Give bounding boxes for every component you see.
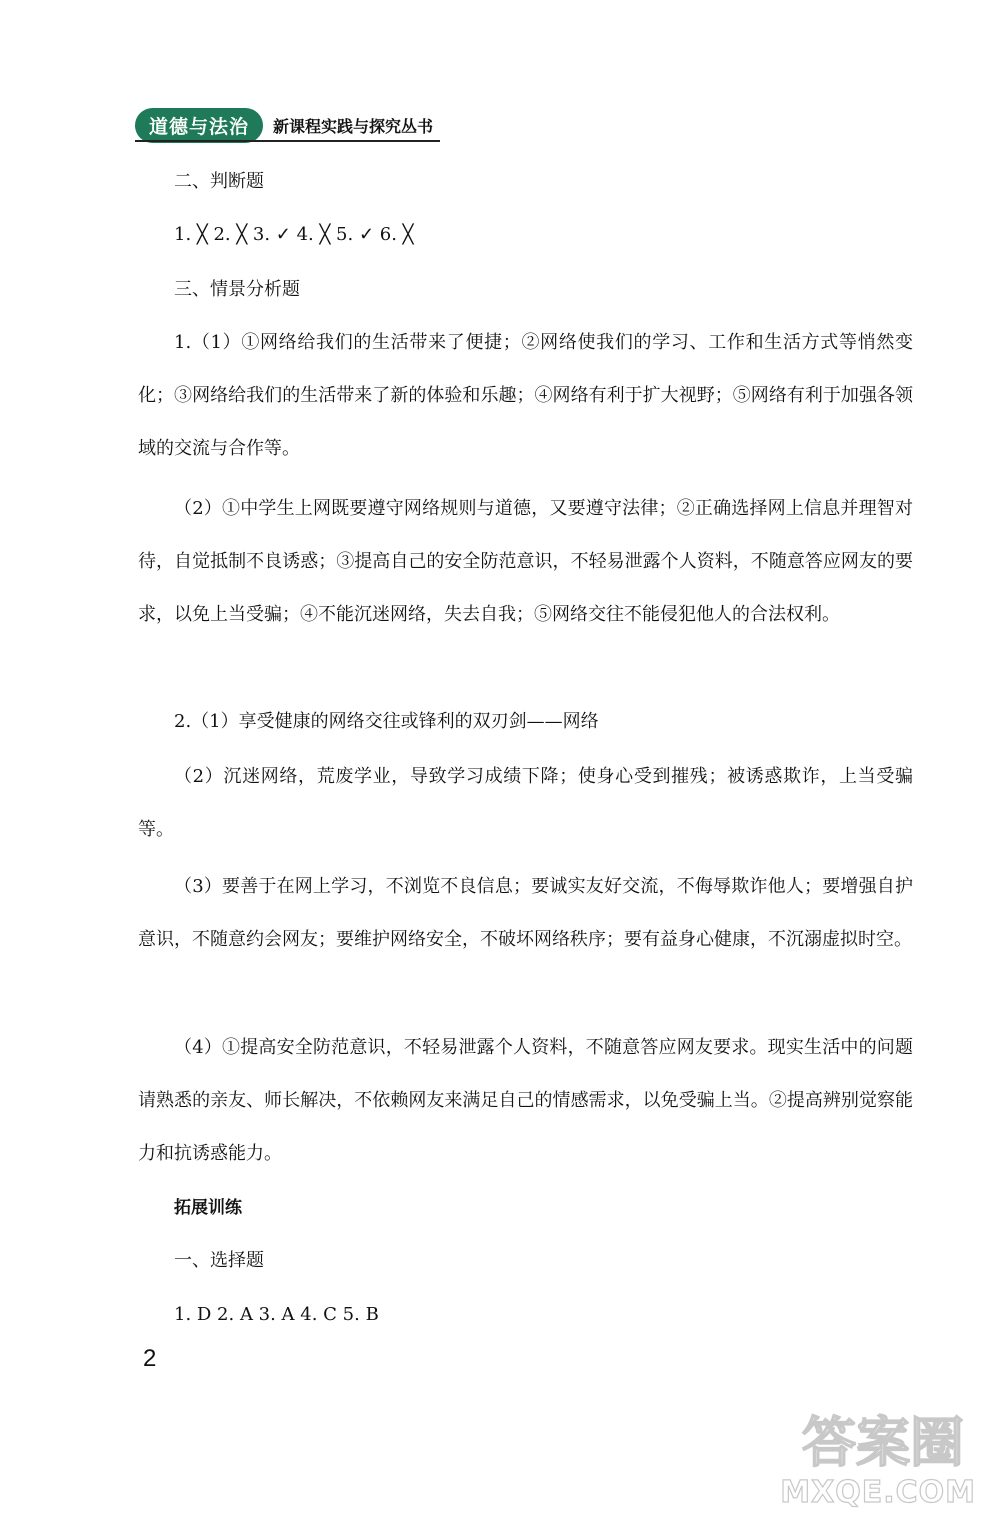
choice-answers: 1. D 2. A 3. A 4. C 5. B	[174, 1304, 379, 1325]
scenario-section-title: 三、情景分析题	[174, 279, 300, 300]
answer-1-1: 1.（1）①网络给我们的生活带来了便捷；②网络使我们的学习、工作和生活方式等悄然变化；③网络给我们的生活带来了新的体验和乐趣；④网络有利于扩大视野；⑤网络有利于加强各领域的交流与合作等。	[138, 332, 913, 459]
answer-2-4: （4）①提高安全防范意识，不轻易泄露个人资料，不随意答应网友要求。现实生活中的问题请熟悉的亲友、师长解决，不依赖网友来满足自己的情感需求，以免受骗上当。②提高辨别觉察能力和抗诱惑能力。	[138, 1037, 913, 1164]
watermark-logo	[780, 1400, 984, 1510]
answer-1-2: （2）①中学生上网既要遵守网络规则与道德，又要遵守法律；②正确选择网上信息并理智对待，自觉抵制不良诱惑；③提高自己的安全防范意识，不轻易泄露个人资料，不随意答应网友的要求，以免上当受骗；④不能沉迷网络，失去自我；⑤网络交往不能侵犯他人的合法权利。	[138, 498, 913, 625]
page-header	[135, 108, 433, 143]
answer-2-2: （2）沉迷网络，荒废学业，导致学习成绩下降；使身心受到摧残；被诱惑欺诈，上当受骗等。	[138, 766, 913, 840]
judge-answers: 1. ╳ 2. ╳ 3. ✓ 4. ╳ 5. ✓ 6. ╳	[174, 224, 414, 245]
header-divider	[135, 140, 440, 142]
subject-badge: 道德与法治	[135, 108, 263, 143]
answer-2-3: （3）要善于在网上学习，不浏览不良信息；要诚实友好交流，不侮辱欺诈他人；要增强自护意识，不随意约会网友；要维护网络安全，不破坏网络秩序；要有益身心健康，不沉溺虚拟时空。	[138, 876, 913, 950]
extension-title: 拓展训练	[174, 1198, 242, 1218]
choice-section-title: 一、选择题	[174, 1250, 264, 1271]
series-title: 新课程实践与探究丛书	[273, 117, 434, 136]
page-number: 2	[143, 1345, 157, 1372]
answer-2-1: 2.（1）享受健康的网络交往或锋利的双刃剑——网络	[174, 711, 599, 732]
watermark-cn: 答案圈	[802, 1411, 964, 1474]
judge-section-title: 二、判断题	[174, 171, 264, 192]
watermark-en: MXQE.COM	[780, 1475, 976, 1510]
